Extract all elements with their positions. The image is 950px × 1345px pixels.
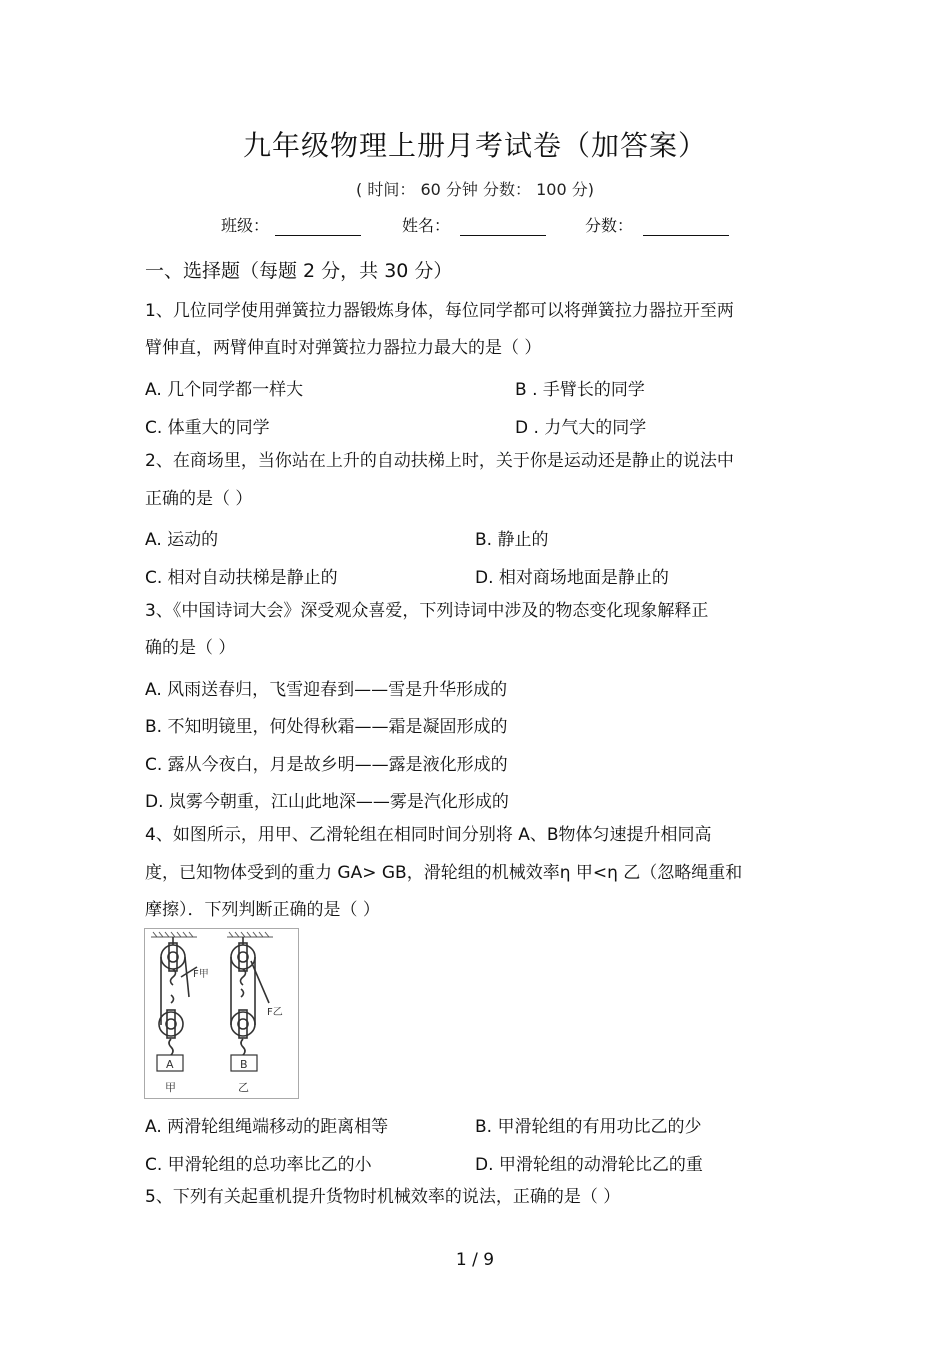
q3-option-d: D. 岚雾今朝重，江山此地深——雾是汽化形成的 (145, 792, 509, 812)
box-label-a: A (166, 1058, 174, 1071)
question-1-line-2: 臂伸直，两臂伸直时对弹簧拉力器拉力最大的是（ ） (145, 338, 542, 358)
q2-option-b: B. 静止的 (475, 530, 549, 550)
caption-a: 甲 (165, 1081, 176, 1094)
question-4-line-3: 摩擦）．下列判断正确的是（ ） (145, 900, 380, 920)
question-5-line-1: 5、下列有关起重机提升货物时机械效率的说法，正确的是（ ） (145, 1187, 621, 1207)
q1-option-a: A. 几个同学都一样大 (145, 380, 304, 400)
q3-option-c: C. 露从今夜白，月是故乡明——露是液化形成的 (145, 755, 508, 775)
name-field (402, 213, 546, 236)
question-3-line-1: 3、《中国诗词大会》深受观众喜爱，下列诗词中涉及的物态变化现象解释正 (145, 601, 709, 621)
q1-option-c: C. 体重大的同学 (145, 418, 270, 438)
q4-option-b: B. 甲滑轮组的有用功比乙的少 (475, 1117, 702, 1137)
q4-option-d: D. 甲滑轮组的动滑轮比乙的重 (475, 1155, 703, 1175)
q2-option-c: C. 相对自动扶梯是静止的 (145, 568, 338, 588)
pulley-diagram (145, 929, 298, 1098)
q4-option-c: C. 甲滑轮组的总功率比乙的小 (145, 1155, 372, 1175)
pulley-figure (144, 928, 299, 1099)
q2-option-a: A. 运动的 (145, 530, 219, 550)
box-label-b: B (240, 1058, 248, 1071)
name-blank (460, 219, 546, 236)
q1-option-b: B . 手臂长的同学 (515, 380, 645, 400)
section-heading: 一、选择题（每题 2 分，共 30 分） (145, 260, 453, 282)
page-number: 1 / 9 (455, 1250, 495, 1270)
pulley-system-b (231, 937, 269, 1071)
class-blank (275, 219, 361, 236)
question-4-line-1: 4、如图所示，用甲、乙滑轮组在相同时间分别将 A、B物体匀速提升相同高 (145, 825, 712, 845)
pulley-system-a (157, 937, 197, 1071)
q2-option-d: D. 相对商场地面是静止的 (475, 568, 669, 588)
score-field (585, 213, 729, 236)
question-1-line-1: 1、几位同学使用弹簧拉力器锻炼身体，每位同学都可以将弹簧拉力器拉开至两 (145, 301, 734, 321)
q4-option-a: A. 两滑轮组绳端移动的距离相等 (145, 1117, 389, 1137)
q1-option-d: D . 力气大的同学 (515, 418, 647, 438)
score-label: 分数： (585, 216, 634, 235)
class-field (221, 213, 361, 236)
force-label-b: F乙 (267, 1007, 283, 1018)
caption-b: 乙 (238, 1081, 249, 1094)
question-2-line-1: 2、在商场里，当你站在上升的自动扶梯上时，关于你是运动还是静止的说法中 (145, 451, 734, 471)
question-3-line-2: 确的是（ ） (145, 638, 236, 658)
q3-option-b: B. 不知明镜里，何处得秋霜——霜是凝固形成的 (145, 717, 508, 737)
name-label: 姓名： (402, 216, 451, 235)
force-label-a: F甲 (193, 969, 209, 980)
exam-time-score: ( 时间： 60 分钟 分数： 100 分) (356, 180, 594, 199)
question-2-line-2: 正确的是（ ） (145, 489, 253, 509)
ceiling-hatch (151, 932, 273, 937)
score-blank (643, 219, 729, 236)
page-title: 九年级物理上册月考试卷（加答案） (242, 129, 707, 162)
q3-option-a: A. 风雨送春归，飞雪迎春到——雪是升华形成的 (145, 680, 508, 700)
class-label: 班级： (221, 216, 270, 235)
question-4-line-2: 度，已知物体受到的重力 GA> GB，滑轮组的机械效率η 甲<η 乙（忽略绳重和 (145, 863, 743, 883)
